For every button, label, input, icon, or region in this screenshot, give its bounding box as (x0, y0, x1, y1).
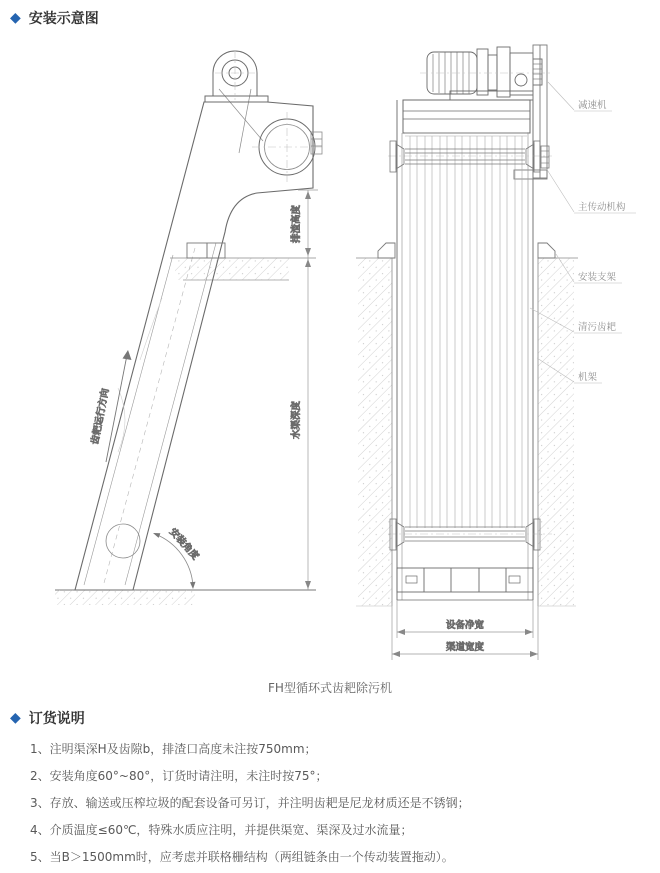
section-title-ordering (10, 708, 85, 728)
platform-hatch (175, 258, 289, 280)
channel-width-label: 渠道宽度 (445, 642, 485, 653)
reducer-label: 减速机 (578, 100, 607, 111)
channel-depth-label: 水渠深度 (291, 400, 302, 440)
note-item-3: 3、存放、输送或压榨垃圾的配套设备可另订，并注明齿耙是尼龙材质还是不锈钢； (30, 796, 470, 810)
diagram-caption: FH型循环式齿耙除污机 (268, 681, 392, 695)
ordering-notes (30, 736, 650, 871)
note-item-5: 5、当B＞1500mm时，应考虑并联格栅结构（两组链条由一个传动装置拖动）。 (30, 850, 454, 864)
anchor-brackets (378, 243, 555, 258)
vertical-dimension (298, 190, 318, 590)
top-bearing-bracket (205, 50, 268, 153)
left-wall-hatch (358, 258, 392, 606)
note-item-2: 2、安装角度60°~80°，订货时请注明，未注时按75°； (30, 769, 328, 783)
machine-body-outline (75, 102, 313, 590)
note-item-4: 4、介质温度≤60℃，特殊水质应注明，并提供渠宽、渠深及过水流量； (30, 823, 413, 837)
diamond-bullet-icon: ◆ (10, 10, 21, 26)
section-title-text: 安装示意图 (28, 11, 99, 27)
frame-label: 机架 (578, 372, 598, 383)
section-title-text: 订货说明 (28, 711, 85, 727)
ground-hatch (55, 590, 195, 605)
mount-bracket-label: 安装支架 (578, 272, 617, 283)
bottom-rail (397, 568, 533, 600)
motor-reducer (420, 47, 550, 100)
head-box (403, 100, 530, 133)
screen-bars (405, 133, 527, 528)
diamond-bullet-icon: ◆ (10, 710, 21, 726)
main-drive-label: 主传动机构 (578, 202, 626, 213)
discharge-height-label: 排渣高度 (291, 204, 302, 244)
rake-direction-label: 齿耙运行方向 (89, 387, 112, 446)
lower-sprocket-circle (106, 524, 140, 558)
cleaning-rake-label: 清污齿耙 (578, 322, 617, 333)
drive-sprocket (252, 112, 322, 182)
note-item-1: 1、注明渠深H及齿隙b，排渣口高度未注按750mm； (30, 742, 317, 756)
rake-direction-arrow (106, 350, 132, 462)
install-angle-label: 安装角度 (167, 526, 201, 563)
right-wall-hatch (538, 258, 574, 606)
frame-sides (397, 100, 533, 600)
side-view (55, 50, 322, 605)
front-view (356, 45, 578, 660)
equip-width-label: 设备净宽 (445, 620, 485, 631)
